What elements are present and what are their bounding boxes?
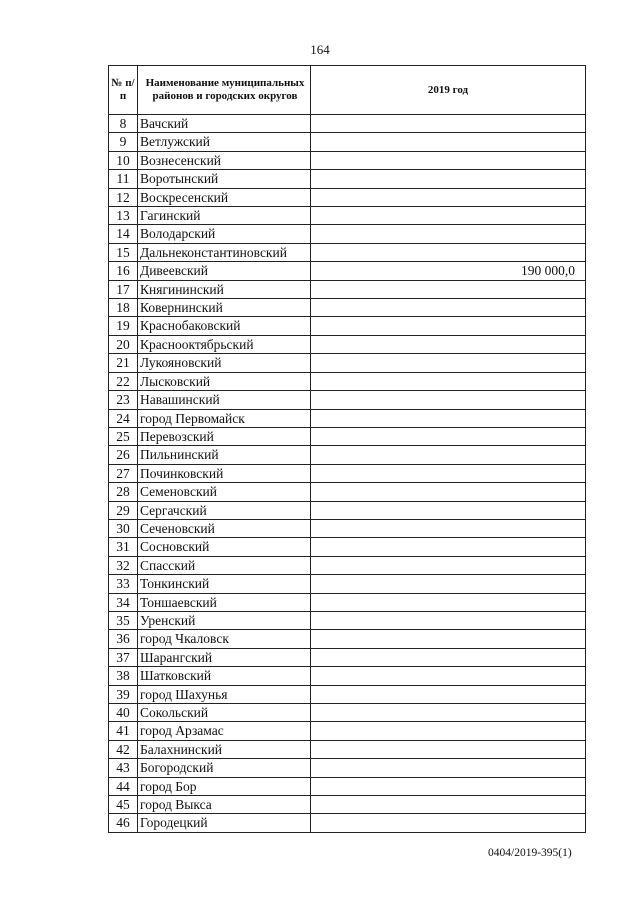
row-number: 19 [109, 317, 138, 335]
value-2019 [311, 225, 586, 243]
row-number: 15 [109, 243, 138, 261]
table-row [109, 170, 586, 188]
district-name: Тоншаевский [138, 593, 311, 611]
district-name: Краснооктябрьский [138, 335, 311, 353]
row-number: 36 [109, 630, 138, 648]
table-row [109, 740, 586, 758]
district-name: город Арзамас [138, 722, 311, 740]
table-row [109, 372, 586, 390]
row-number: 40 [109, 704, 138, 722]
table-row [109, 354, 586, 372]
value-2019 [311, 648, 586, 666]
header-name: Наименование муниципальных районов и городских округов [138, 66, 311, 115]
table-row [109, 188, 586, 206]
value-2019 [311, 170, 586, 188]
table-row [109, 519, 586, 537]
table-header-row [109, 66, 586, 115]
table-row [109, 777, 586, 795]
district-name: Балахнинский [138, 740, 311, 758]
value-2019 [311, 151, 586, 169]
row-number: 29 [109, 501, 138, 519]
row-number: 17 [109, 280, 138, 298]
value-2019: 190 000,0 [311, 262, 586, 280]
row-number: 30 [109, 519, 138, 537]
value-2019 [311, 372, 586, 390]
value-2019 [311, 354, 586, 372]
value-2019 [311, 335, 586, 353]
value-2019 [311, 280, 586, 298]
table-row [109, 593, 586, 611]
row-number: 24 [109, 409, 138, 427]
value-2019 [311, 464, 586, 482]
row-number: 32 [109, 556, 138, 574]
table-row [109, 243, 586, 261]
table-row [109, 814, 586, 832]
allocation-table [108, 65, 586, 833]
value-2019 [311, 814, 586, 832]
value-2019 [311, 777, 586, 795]
value-2019 [311, 409, 586, 427]
row-number: 42 [109, 740, 138, 758]
table-row [109, 391, 586, 409]
district-name: Шарангский [138, 648, 311, 666]
district-name: город Чкаловск [138, 630, 311, 648]
value-2019 [311, 391, 586, 409]
district-name: город Шахунья [138, 685, 311, 703]
table-row [109, 611, 586, 629]
value-2019 [311, 759, 586, 777]
value-2019 [311, 115, 586, 133]
table-row [109, 483, 586, 501]
value-2019 [311, 519, 586, 537]
row-number: 13 [109, 207, 138, 225]
district-name: Сокольский [138, 704, 311, 722]
header-year: 2019 год [311, 66, 586, 115]
row-number: 27 [109, 464, 138, 482]
district-name: Уренский [138, 611, 311, 629]
table-row [109, 575, 586, 593]
table-row [109, 317, 586, 335]
value-2019 [311, 243, 586, 261]
value-2019 [311, 722, 586, 740]
table-row [109, 133, 586, 151]
row-number: 45 [109, 796, 138, 814]
document-code: 0404/2019-395(1) [488, 847, 572, 859]
table-row [109, 501, 586, 519]
district-name: Богородский [138, 759, 311, 777]
district-name: Краснобаковский [138, 317, 311, 335]
table-row [109, 262, 586, 280]
district-name: город Бор [138, 777, 311, 795]
value-2019 [311, 207, 586, 225]
row-number: 14 [109, 225, 138, 243]
row-number: 11 [109, 170, 138, 188]
district-name: Вачский [138, 115, 311, 133]
table-row [109, 556, 586, 574]
district-name: город Первомайск [138, 409, 311, 427]
table-row [109, 667, 586, 685]
value-2019 [311, 446, 586, 464]
district-name: Ковернинский [138, 299, 311, 317]
district-name: Городецкий [138, 814, 311, 832]
district-name: Спасский [138, 556, 311, 574]
district-name: Дивеевский [138, 262, 311, 280]
header-num: № п/п [109, 66, 138, 115]
district-name: город Выкса [138, 796, 311, 814]
district-name: Перевозский [138, 427, 311, 445]
table-row [109, 538, 586, 556]
table-row [109, 280, 586, 298]
row-number: 37 [109, 648, 138, 666]
table-row [109, 630, 586, 648]
district-name: Лысковский [138, 372, 311, 390]
district-name: Навашинский [138, 391, 311, 409]
district-name: Сеченовский [138, 519, 311, 537]
value-2019 [311, 630, 586, 648]
row-number: 31 [109, 538, 138, 556]
district-name: Тонкинский [138, 575, 311, 593]
value-2019 [311, 796, 586, 814]
value-2019 [311, 556, 586, 574]
row-number: 22 [109, 372, 138, 390]
value-2019 [311, 685, 586, 703]
district-name: Семеновский [138, 483, 311, 501]
value-2019 [311, 740, 586, 758]
value-2019 [311, 575, 586, 593]
row-number: 46 [109, 814, 138, 832]
value-2019 [311, 188, 586, 206]
table-row [109, 796, 586, 814]
row-number: 12 [109, 188, 138, 206]
row-number: 39 [109, 685, 138, 703]
district-name: Шатковский [138, 667, 311, 685]
district-name: Починковский [138, 464, 311, 482]
table-row [109, 722, 586, 740]
table-row [109, 759, 586, 777]
value-2019 [311, 593, 586, 611]
value-2019 [311, 667, 586, 685]
district-name: Гагинский [138, 207, 311, 225]
value-2019 [311, 299, 586, 317]
district-name: Сосновский [138, 538, 311, 556]
row-number: 10 [109, 151, 138, 169]
table-row [109, 446, 586, 464]
page-number: 164 [310, 42, 330, 57]
table-row [109, 335, 586, 353]
district-name: Пильнинский [138, 446, 311, 464]
value-2019 [311, 427, 586, 445]
row-number: 16 [109, 262, 138, 280]
row-number: 38 [109, 667, 138, 685]
table-row [109, 427, 586, 445]
value-2019 [311, 501, 586, 519]
table-row [109, 464, 586, 482]
row-number: 8 [109, 115, 138, 133]
row-number: 20 [109, 335, 138, 353]
value-2019 [311, 704, 586, 722]
table-row [109, 685, 586, 703]
value-2019 [311, 133, 586, 151]
row-number: 26 [109, 446, 138, 464]
table-row [109, 409, 586, 427]
district-name: Воротынский [138, 170, 311, 188]
row-number: 9 [109, 133, 138, 151]
value-2019 [311, 317, 586, 335]
row-number: 43 [109, 759, 138, 777]
row-number: 44 [109, 777, 138, 795]
district-name: Ветлужский [138, 133, 311, 151]
district-name: Вознесенский [138, 151, 311, 169]
row-number: 41 [109, 722, 138, 740]
row-number: 18 [109, 299, 138, 317]
row-number: 21 [109, 354, 138, 372]
district-name: Княгининский [138, 280, 311, 298]
district-name: Сергачский [138, 501, 311, 519]
row-number: 35 [109, 611, 138, 629]
district-name: Дальнеконстантиновский [138, 243, 311, 261]
row-number: 28 [109, 483, 138, 501]
row-number: 34 [109, 593, 138, 611]
row-number: 25 [109, 427, 138, 445]
value-2019 [311, 538, 586, 556]
table-row [109, 299, 586, 317]
table-row [109, 704, 586, 722]
table-row [109, 207, 586, 225]
value-2019 [311, 611, 586, 629]
row-number: 23 [109, 391, 138, 409]
table-body [109, 115, 586, 833]
table-row [109, 225, 586, 243]
table-row [109, 151, 586, 169]
district-name: Лукояновский [138, 354, 311, 372]
table-row [109, 115, 586, 133]
value-2019 [311, 483, 586, 501]
district-name: Воскресенский [138, 188, 311, 206]
row-number: 33 [109, 575, 138, 593]
table-row [109, 648, 586, 666]
district-name: Володарский [138, 225, 311, 243]
